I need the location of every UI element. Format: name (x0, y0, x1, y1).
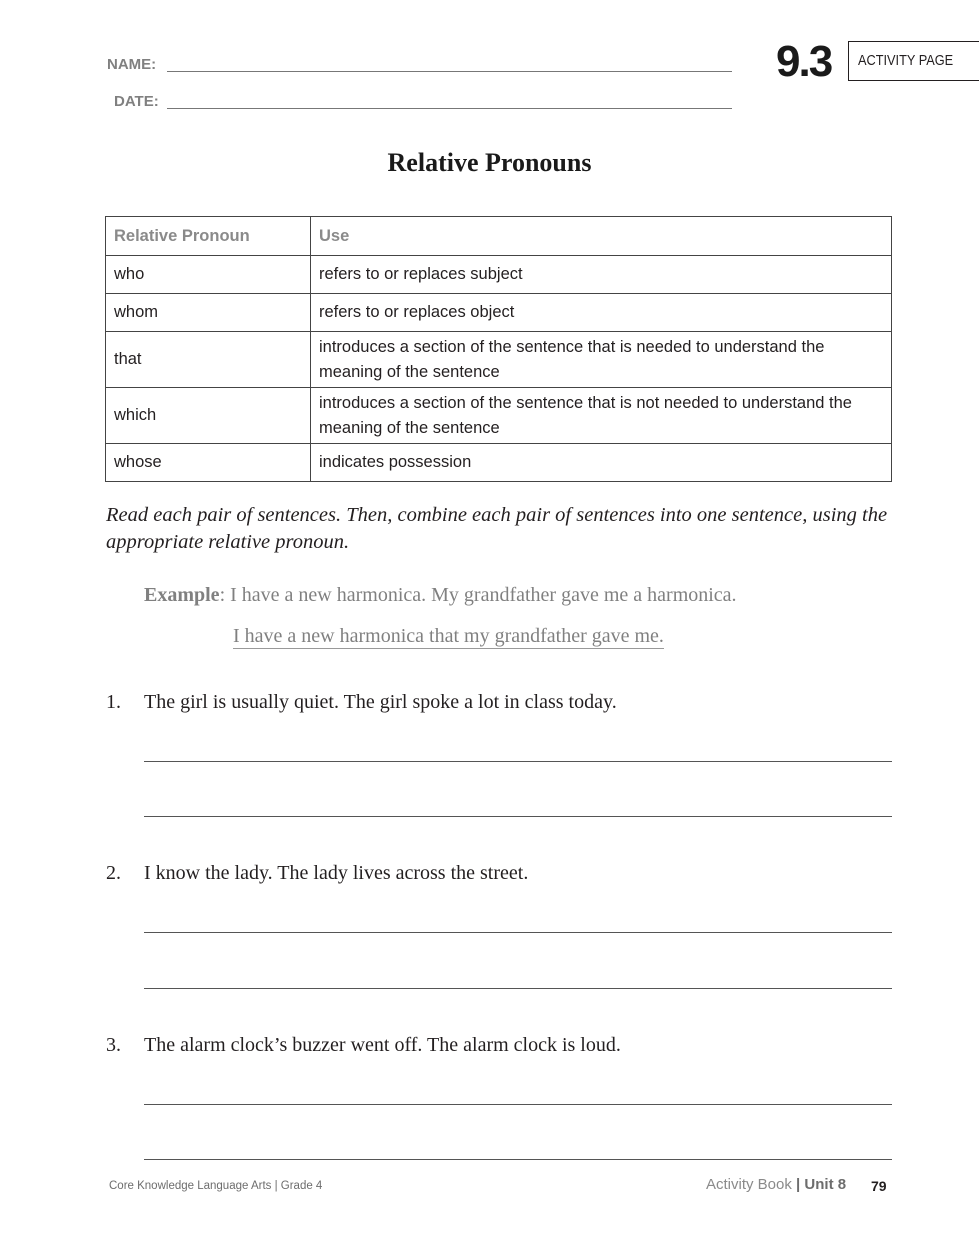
pronoun-cell: that (106, 332, 311, 388)
answer-line[interactable] (144, 1159, 892, 1160)
example-prompt (144, 584, 737, 607)
relative-pronoun-table (105, 216, 892, 482)
question-text: The girl is usually quiet. The girl spoke a lot in class today. (144, 691, 617, 713)
date-field[interactable] (167, 108, 732, 109)
date-label: DATE: (114, 93, 159, 110)
pronoun-cell: who (106, 256, 311, 294)
answer-line[interactable] (144, 761, 892, 762)
pronoun-cell: whom (106, 294, 311, 332)
table-row (106, 444, 892, 482)
name-field[interactable] (167, 71, 732, 72)
answer-line[interactable] (144, 1104, 892, 1105)
table-row (106, 388, 892, 444)
pronoun-cell: whose (106, 444, 311, 482)
question-number: 2. (106, 862, 121, 884)
activity-page-label: ACTIVITY PAGE (858, 52, 954, 69)
pronoun-cell: which (106, 388, 311, 444)
column-header-pronoun: Relative Pronoun (106, 217, 311, 256)
footer-book (706, 1176, 846, 1193)
footer-series: Core Knowledge Language Arts | Grade 4 (109, 1180, 323, 1192)
use-cell: refers to or replaces object (311, 294, 892, 332)
example-answer: I have a new harmonica that my grandfather gave me. (233, 625, 664, 647)
use-cell: refers to or replaces subject (311, 256, 892, 294)
answer-line[interactable] (144, 816, 892, 817)
instructions: Read each pair of sentences. Then, combine each pair of sentences into one sentence, using the appropriate relative pronoun. (106, 504, 888, 553)
page-title: Relative Pronouns (387, 148, 592, 177)
answer-line[interactable] (144, 988, 892, 989)
table-row (106, 332, 892, 388)
example-sentences: : I have a new harmonica. My grandfather gave me a harmonica. (219, 584, 737, 606)
use-cell: introduces a section of the sentence that is not needed to understand the meaning of the sentence (311, 388, 892, 444)
lesson-number: 9.3 (776, 37, 832, 86)
use-cell: introduces a section of the sentence that is needed to understand the meaning of the sentence (311, 332, 892, 388)
table-row (106, 294, 892, 332)
activity-page-box (848, 41, 979, 81)
name-label: NAME: (107, 56, 157, 73)
answer-line[interactable] (144, 932, 892, 933)
question-text: I know the lady. The lady lives across the street. (144, 862, 529, 884)
use-cell: indicates possession (311, 444, 892, 482)
question-text: The alarm clock’s buzzer went off. The alarm clock is loud. (144, 1034, 621, 1056)
example-label: Example (144, 584, 220, 606)
footer-unit: Unit 8 (804, 1176, 847, 1193)
footer-book-title: Activity Book (706, 1176, 792, 1193)
column-header-use: Use (311, 217, 892, 256)
page-number: 79 (871, 1178, 887, 1194)
table-header-row (106, 217, 892, 256)
question-number: 1. (106, 691, 121, 713)
footer-separator: | (791, 1176, 805, 1193)
question-number: 3. (106, 1034, 121, 1056)
table-row (106, 256, 892, 294)
